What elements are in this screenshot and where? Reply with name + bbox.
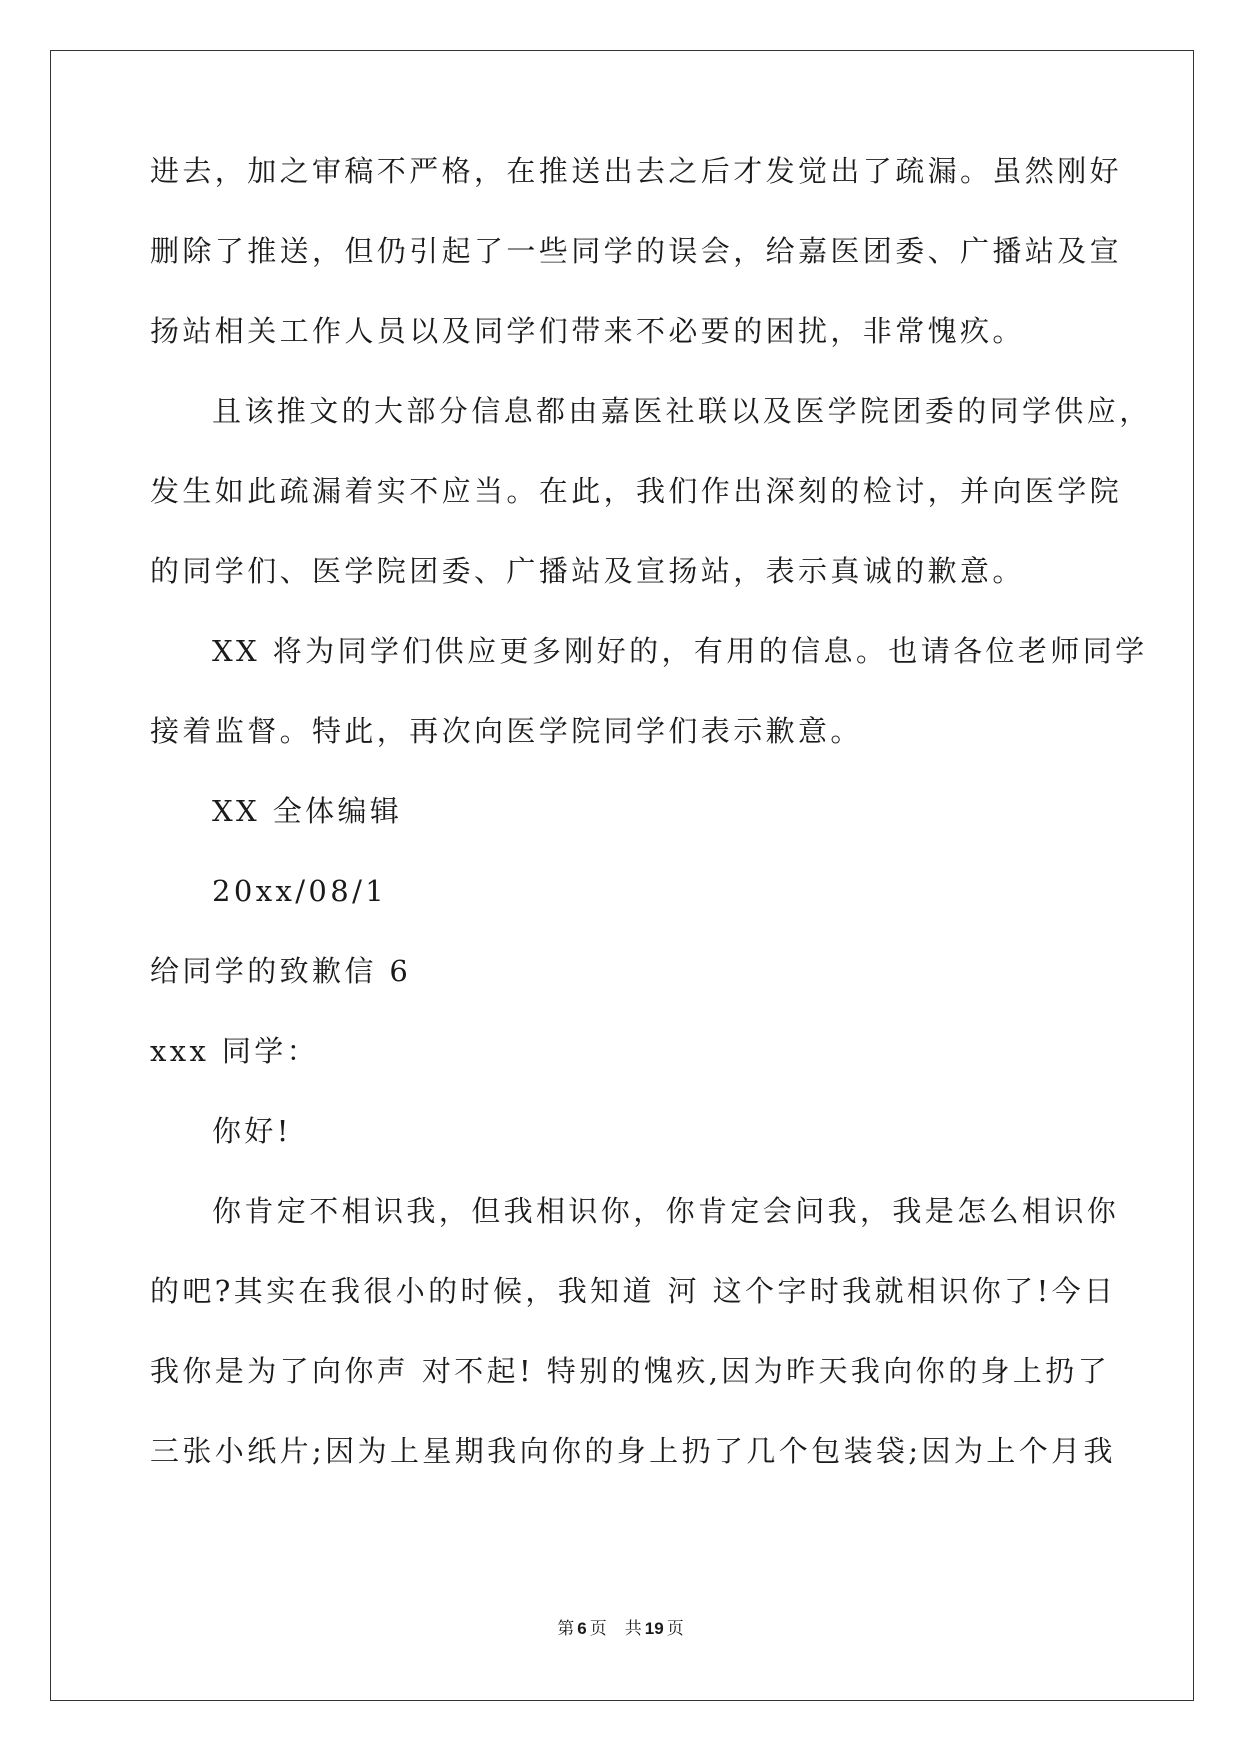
text-line: 三张小纸片;因为上星期我向你的身上扔了几个包装袋;因为上个月我 bbox=[150, 1434, 1116, 1468]
text-line: 我你是为了向你声 对不起! 特别的愧疚,因为昨天我向你的身上扔了 bbox=[150, 1354, 1111, 1388]
text-line: 你肯定不相识我，但我相识你，你肯定会问我，我是怎么相识你 bbox=[212, 1194, 1120, 1228]
footer-total-pages: 19 bbox=[644, 1619, 664, 1638]
footer-total-prefix: 共 bbox=[624, 1619, 642, 1639]
text-line: 的同学们、医学院团委、广播站及宣扬站，表示真诚的歉意。 bbox=[150, 554, 1025, 588]
text-line: 的吧?其实在我很小的时候，我知道 河 这个字时我就相识你了!今日 bbox=[150, 1274, 1117, 1308]
date-line: 20xx/08/1 bbox=[212, 874, 388, 908]
text-line: 且该推文的大部分信息都由嘉医社联以及医学院团委的同学供应， bbox=[212, 394, 1152, 428]
page-footer bbox=[0, 1614, 1241, 1639]
text-line: 接着监督。特此，再次向医学院同学们表示歉意。 bbox=[150, 714, 863, 748]
footer-page-prefix: 第 bbox=[557, 1619, 575, 1639]
salutation: xxx 同学： bbox=[150, 1034, 320, 1068]
footer-page-number: 6 bbox=[577, 1619, 587, 1638]
greeting: 你好! bbox=[212, 1114, 292, 1148]
text-line: 进去，加之审稿不严格，在推送出去之后才发觉出了疏漏。虽然刚好 bbox=[150, 154, 1123, 188]
text-line: XX 将为同学们供应更多刚好的，有用的信息。也请各位老师同学 bbox=[212, 634, 1148, 668]
footer-page-suffix: 页 bbox=[589, 1619, 607, 1639]
text-line: 扬站相关工作人员以及同学们带来不必要的困扰，非常愧疚。 bbox=[150, 314, 1025, 348]
footer-total-suffix: 页 bbox=[666, 1619, 684, 1639]
section-title: 给同学的致歉信 6 bbox=[150, 954, 412, 988]
text-line: 发生如此疏漏着实不应当。在此，我们作出深刻的检讨，并向医学院 bbox=[150, 474, 1123, 508]
signature-line: XX 全体编辑 bbox=[212, 794, 403, 828]
text-line: 删除了推送，但仍引起了一些同学的误会，给嘉医团委、广播站及宣 bbox=[150, 234, 1123, 268]
